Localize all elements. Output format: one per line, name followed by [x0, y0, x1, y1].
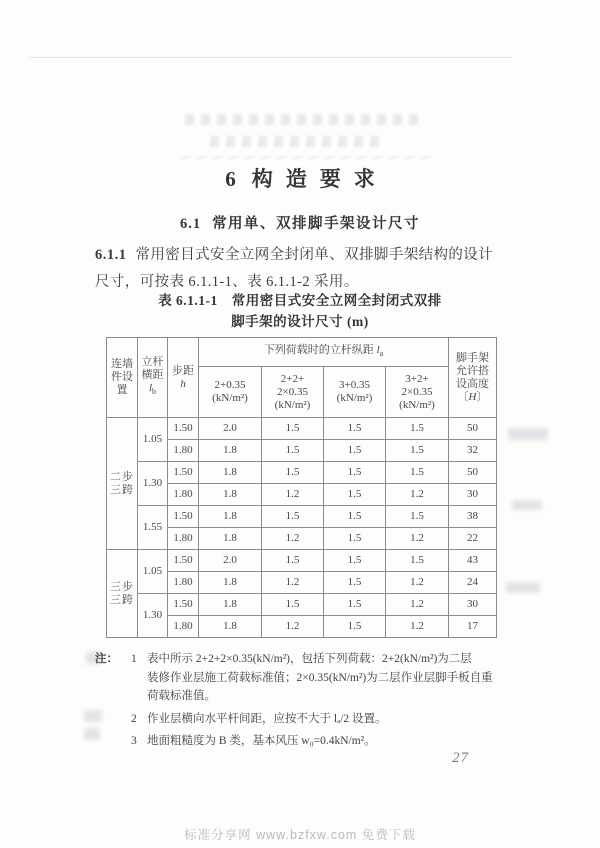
note-number: 2 [131, 712, 137, 725]
cell-height: 38 [449, 506, 497, 528]
cell-lb: 1.30 [138, 594, 168, 638]
cell-la-3: 1.5 [324, 440, 386, 462]
table-row [107, 462, 497, 484]
note-item-2 [95, 710, 509, 729]
section-number: 6.1 [179, 216, 202, 232]
note-item-3 [95, 732, 509, 751]
cell-la-1: 1.8 [199, 462, 262, 484]
cell-height: 43 [449, 550, 497, 572]
cell-h: 1.80 [168, 484, 199, 506]
cell-la-3: 1.5 [324, 506, 386, 528]
bleed-through-mark-4 [508, 428, 548, 440]
table-title-line2: 脚手架的设计尺寸 (m) [231, 314, 369, 329]
header-load-1: 2+0.35 (kN/m²) [199, 367, 262, 418]
note-text: 作业层横向水平杆间距，应按不大于 lₐ/2 设置。 [147, 712, 387, 725]
cell-height: 32 [449, 440, 497, 462]
cell-la-3: 1.5 [324, 572, 386, 594]
cell-la-1: 1.8 [199, 594, 262, 616]
table-row [107, 506, 497, 528]
watermark-text: 标准分享网 www.bzfxw.com 免费下载 [184, 828, 416, 842]
cell-h: 1.50 [168, 594, 199, 616]
cell-la-2: 1.2 [262, 484, 324, 506]
header-step-distance: 步距 h [168, 338, 199, 418]
cell-la-2: 1.2 [262, 572, 324, 594]
chapter-number: 6 [225, 167, 236, 191]
chapter-title: 构造要求 [251, 167, 388, 191]
cell-la-2: 1.5 [262, 594, 324, 616]
cell-la-1: 1.8 [199, 528, 262, 550]
cell-la-4: 1.5 [386, 440, 449, 462]
cell-la-4: 1.5 [386, 418, 449, 440]
table-row [107, 594, 497, 616]
section-title: 常用单、双排脚手架设计尺寸 [212, 216, 421, 232]
header-load-span: 下列荷载时的立杆纵距 $l_a$ [199, 338, 449, 367]
clause-text-line1: 常用密目式安全立网全封闭单、双排脚手架结构的设计 [135, 247, 494, 263]
table-title-line1: 表 6.1.1-1 常用密目式安全立网全封闭式双排 [158, 293, 442, 308]
cell-la-4: 1.2 [386, 572, 449, 594]
clause-paragraph [95, 242, 509, 296]
cell-h: 1.80 [168, 528, 199, 550]
cell-la-4: 1.5 [386, 506, 449, 528]
cell-lb: 1.05 [138, 418, 168, 462]
cell-h: 1.80 [168, 440, 199, 462]
cell-la-3: 1.5 [324, 462, 386, 484]
cell-la-4: 1.2 [386, 594, 449, 616]
table-row [107, 550, 497, 572]
notes-label: 注： [95, 653, 118, 665]
cell-h: 1.80 [168, 616, 199, 638]
row-group-label: 二步 三跨 [107, 418, 138, 550]
cell-height: 30 [449, 484, 497, 506]
cell-la-3: 1.5 [324, 418, 386, 440]
bleed-through-smudge [180, 156, 435, 159]
clause-text-line2: 尺寸，可按表 6.1.1-1、表 6.1.1-2 采用。 [95, 274, 359, 290]
note-number: 1 [131, 653, 137, 665]
cell-la-3: 1.5 [324, 484, 386, 506]
header-load-4: 3+2+ 2×0.35 (kN/m²) [386, 367, 449, 418]
header-tie-setting: 连墙 件设 置 [107, 338, 138, 418]
cell-la-1: 1.8 [199, 484, 262, 506]
cell-h: 1.50 [168, 418, 199, 440]
table-row [107, 418, 497, 440]
cell-height: 22 [449, 528, 497, 550]
cell-la-1: 1.8 [199, 616, 262, 638]
chapter-heading [0, 163, 600, 193]
cell-height: 50 [449, 462, 497, 484]
cell-la-1: 2.0 [199, 550, 262, 572]
cell-lb: 1.55 [138, 506, 168, 550]
cell-height: 24 [449, 572, 497, 594]
cell-la-3: 1.5 [324, 528, 386, 550]
cell-la-3: 1.5 [324, 550, 386, 572]
section-heading [0, 212, 600, 233]
cell-la-4: 1.5 [386, 462, 449, 484]
cell-la-2: 1.2 [262, 616, 324, 638]
design-dimensions-table [106, 337, 497, 638]
note-item-1 [95, 650, 509, 706]
cell-la-3: 1.5 [324, 594, 386, 616]
cell-h: 1.80 [168, 572, 199, 594]
note-number: 3 [131, 735, 137, 748]
page-number: 27 [452, 750, 469, 766]
scan-artifact-line [30, 57, 512, 58]
note-text: 表中所示 2+2+2×0.35(kN/m²)，包括下列荷载：2+2(kN/m²)为二层 装修作业层施工荷载标准值；2×0.35(kN/m²)为二层作业层脚手板自重 荷载标准值。 [147, 653, 493, 703]
cell-height: 17 [449, 616, 497, 638]
cell-lb: 1.30 [138, 462, 168, 506]
bleed-through-mark-5 [512, 500, 542, 510]
header-load-3: 3+0.35 (kN/m²) [324, 367, 386, 418]
clause-number: 6.1.1 [95, 247, 127, 263]
cell-la-1: 1.8 [199, 440, 262, 462]
cell-la-2: 1.5 [262, 440, 324, 462]
cell-height: 50 [449, 418, 497, 440]
cell-la-2: 1.5 [262, 550, 324, 572]
row-group-label: 三步 三跨 [107, 550, 138, 638]
cell-la-4: 1.5 [386, 550, 449, 572]
cell-height: 30 [449, 594, 497, 616]
cell-la-1: 2.0 [199, 418, 262, 440]
bleed-through-mark-6 [506, 582, 540, 593]
cell-la-2: 1.5 [262, 462, 324, 484]
header-allowed-height: 脚手架 允许搭 设高度 〔H〕 [449, 338, 497, 418]
cell-la-1: 1.8 [199, 572, 262, 594]
note-text: 地面粗糙度为 B 类，基本风压 w₀=0.4kN/m²。 [147, 735, 376, 748]
cell-lb: 1.05 [138, 550, 168, 594]
notes-block [95, 650, 509, 751]
bleed-through-text-1 [185, 114, 425, 125]
cell-h: 1.50 [168, 462, 199, 484]
cell-la-3: 1.5 [324, 616, 386, 638]
cell-la-4: 1.2 [386, 528, 449, 550]
cell-la-2: 1.5 [262, 418, 324, 440]
header-load-2: 2+2+ 2×0.35 (kN/m²) [262, 367, 324, 418]
header-transverse-spacing: 立杆 横距 $l_b$ [138, 338, 168, 418]
cell-la-2: 1.5 [262, 506, 324, 528]
cell-la-4: 1.2 [386, 616, 449, 638]
cell-la-2: 1.2 [262, 528, 324, 550]
cell-la-1: 1.8 [199, 506, 262, 528]
table-title [0, 290, 600, 332]
cell-h: 1.50 [168, 506, 199, 528]
cell-la-4: 1.2 [386, 484, 449, 506]
bleed-through-text-2 [210, 136, 380, 147]
cell-h: 1.50 [168, 550, 199, 572]
